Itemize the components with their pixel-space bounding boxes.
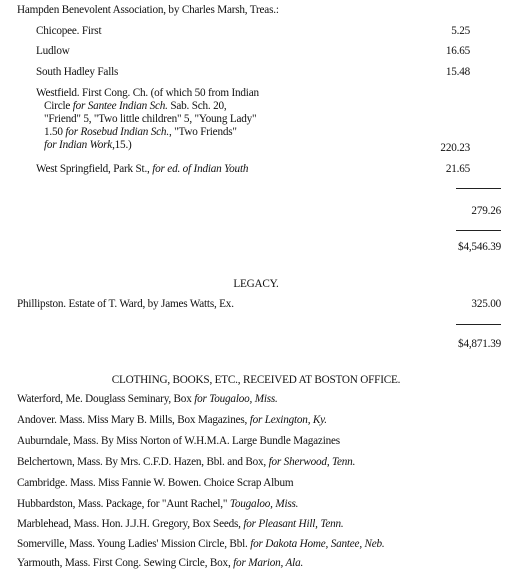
- westfield-line-2: Circle for Santee Indian Sch. Sab. Sch. 20,: [44, 100, 227, 112]
- clothing-item-marblehead: Marblehead, Mass. Hon. J.J.H. Gregory, Box Seeds, for Pleasant Hill, Tenn.: [17, 518, 344, 530]
- sum-rule-2: [456, 230, 501, 231]
- total-amount-2: $4,871.39: [458, 338, 501, 350]
- clothing-item-auburndale: Auburndale, Mass. By Miss Norton of W.H.M.A. Large Bundle Magazines: [17, 435, 340, 447]
- amount-west-springfield: 21.65: [445, 163, 470, 175]
- legacy-heading: LEGACY.: [233, 278, 279, 290]
- clothing-item-yarmouth: Yarmouth, Mass. First Cong. Sewing Circle, Box, for Marion, Ala.: [17, 557, 304, 569]
- clothing-heading: CLOTHING, BOOKS, ETC., RECEIVED AT BOSTON OFFICE.: [111, 374, 401, 386]
- amount-westfield: 220.23: [440, 142, 470, 154]
- entry-south-hadley: South Hadley Falls: [36, 66, 119, 78]
- legacy-entry: Phillipston. Estate of T. Ward, by James Watts, Ex.: [17, 298, 234, 310]
- clothing-item-waterford: Waterford, Me. Douglass Seminary, Box for Tougaloo, Miss.: [17, 393, 278, 405]
- entry-ludlow: Ludlow: [36, 45, 70, 57]
- westfield-line-3: "Friend" 5, "Two little children" 5, "Young Lady": [44, 113, 257, 125]
- westfield-line-5: for Indian Work,15.): [44, 139, 132, 151]
- amount-south-hadley: 15.48: [445, 66, 470, 78]
- clothing-item-belchertown: Belchertown, Mass. By Mrs. C.F.D. Hazen, Bbl. and Box, for Sherwood, Tenn.: [17, 456, 356, 468]
- clothing-item-hubbardston: Hubbardston, Mass. Package, for "Aunt Rachel," Tougaloo, Miss.: [17, 498, 299, 510]
- sum-rule-3: [456, 324, 501, 325]
- amount-ludlow: 16.65: [445, 45, 470, 57]
- clothing-item-andover: Andover. Mass. Miss Mary B. Mills, Box Magazines, for Lexington, Ky.: [17, 414, 327, 426]
- entry-chicopee: Chicopee. First: [36, 25, 102, 37]
- westfield-line-4: 1.50 for Rosebud Indian Sch., "Two Friends": [44, 126, 237, 138]
- total-amount-1: $4,546.39: [458, 241, 501, 253]
- amount-chicopee: 5.25: [451, 25, 470, 37]
- westfield-line-1: Westfield. First Cong. Ch. (of which 50 from Indian: [36, 87, 259, 99]
- entry-west-springfield: West Springfield, Park St., for ed. of Indian Youth: [36, 163, 249, 175]
- subtotal-amount: 279.26: [471, 205, 501, 217]
- sum-rule-1: [456, 188, 501, 189]
- legacy-amount: 325.00: [471, 298, 501, 310]
- clothing-item-somerville: Somerville, Mass. Young Ladies' Mission Circle, Bbl. for Dakota Home, Santee, Neb.: [17, 538, 385, 550]
- association-header: Hampden Benevolent Association, by Charles Marsh, Treas.:: [17, 4, 279, 16]
- clothing-item-cambridge: Cambridge. Mass. Miss Fannie W. Bowen. Choice Scrap Album: [17, 477, 294, 489]
